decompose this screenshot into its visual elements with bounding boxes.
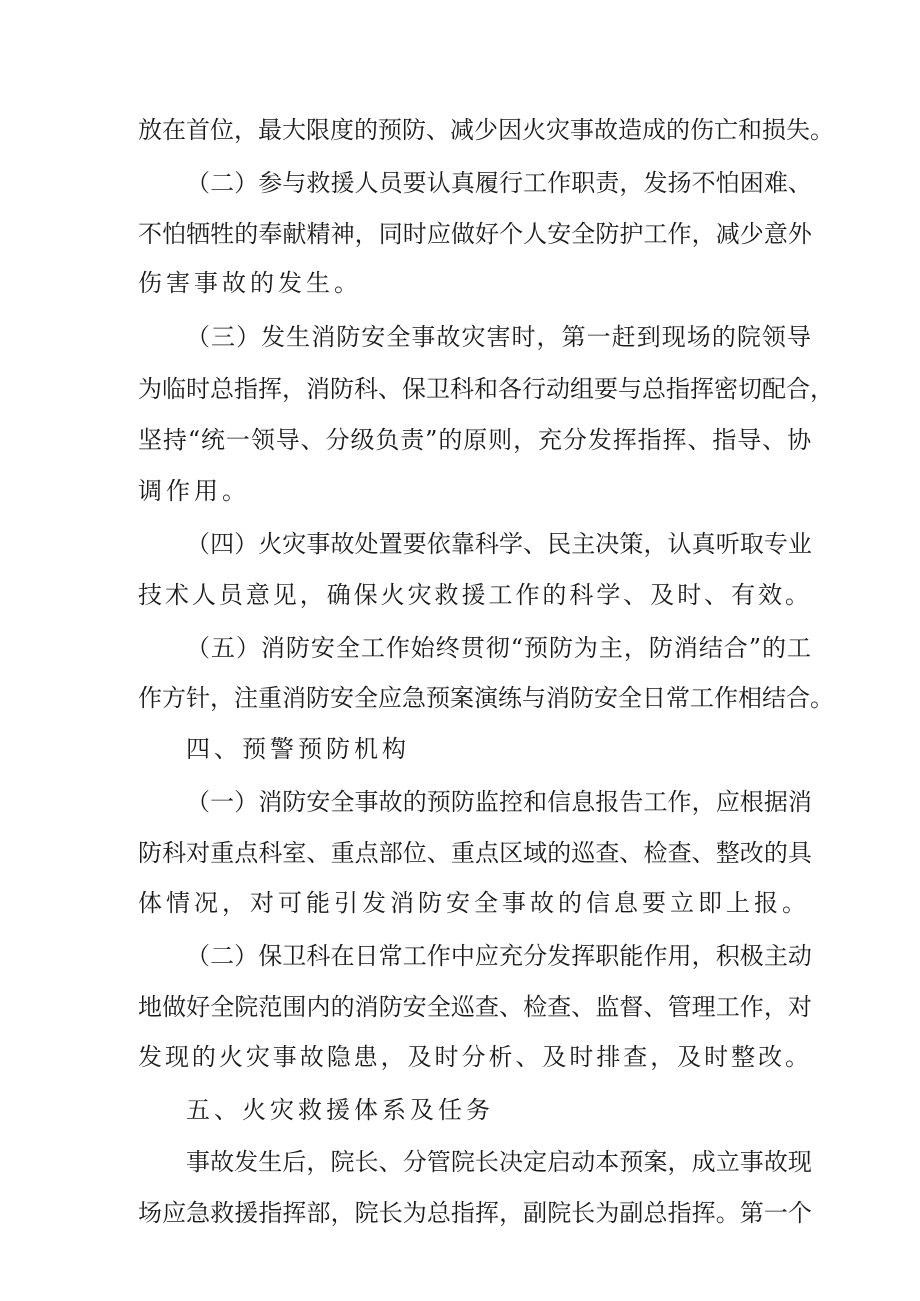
text-line: 为临时总指挥，消防科、保卫科和各行动组要与总指挥密切配合， (138, 375, 834, 403)
text-line: 技术人员意见，确保火灾救援工作的科学、及时、有效。 (138, 581, 812, 609)
text-line: 发现的火灾事故隐患，及时分析、及时排查，及时整改。 (138, 1043, 812, 1071)
text-line: 放在首位，最大限度的预防、减少因火灾事故造成的伤亡和损失。 (138, 116, 834, 144)
text-line: 地做好全院范围内的消防安全巡查、检查、监督、管理工作，对 (138, 993, 812, 1021)
text-line: 作方针，注重消防安全应急预案演练与消防安全日常工作相结合。 (138, 684, 834, 712)
text-line: （一）消防安全事故的预防监控和信息报告工作，应根据消 (186, 788, 812, 816)
text-line: （二）保卫科在日常工作中应充分发挥职能作用，积极主动 (186, 942, 812, 970)
text-line: 防科对重点科室、重点部位、重点区域的巡查、检查、整改的具 (138, 839, 812, 867)
text-line: 不怕牺牲的奉献精神，同时应做好个人安全防护工作，减少意外 (138, 220, 812, 248)
text-line: 事故发生后，院长、分管院长决定启动本预案，成立事故现 (186, 1148, 812, 1176)
text-line: （二）参与救援人员要认真履行工作职责，发扬不怕困难、 (186, 169, 812, 197)
text-line: 坚持“统一领导、分级负责”的原则，充分发挥指挥、指导、协 (138, 426, 812, 454)
text-line: 场应急救援指挥部，院长为总指挥，副院长为副总指挥。第一个 (138, 1199, 812, 1227)
section-heading: 五、火灾救援体系及任务 (186, 1096, 494, 1124)
text-line: （三）发生消防安全事故灾害时，第一赶到现场的院领导 (186, 323, 812, 351)
section-heading: 四、预警预防机构 (186, 735, 410, 763)
text-line: （四）火灾事故处置要依靠科学、民主决策，认真听取专业 (186, 530, 812, 558)
text-line: 伤害事故的发生。 (138, 269, 362, 297)
text-line: （五）消防安全工作始终贯彻“预防为主，防消结合”的工 (186, 634, 812, 662)
text-line: 体情况，对可能引发消防安全事故的信息要立即上报。 (138, 889, 810, 917)
text-line: 调作用。 (138, 477, 250, 505)
